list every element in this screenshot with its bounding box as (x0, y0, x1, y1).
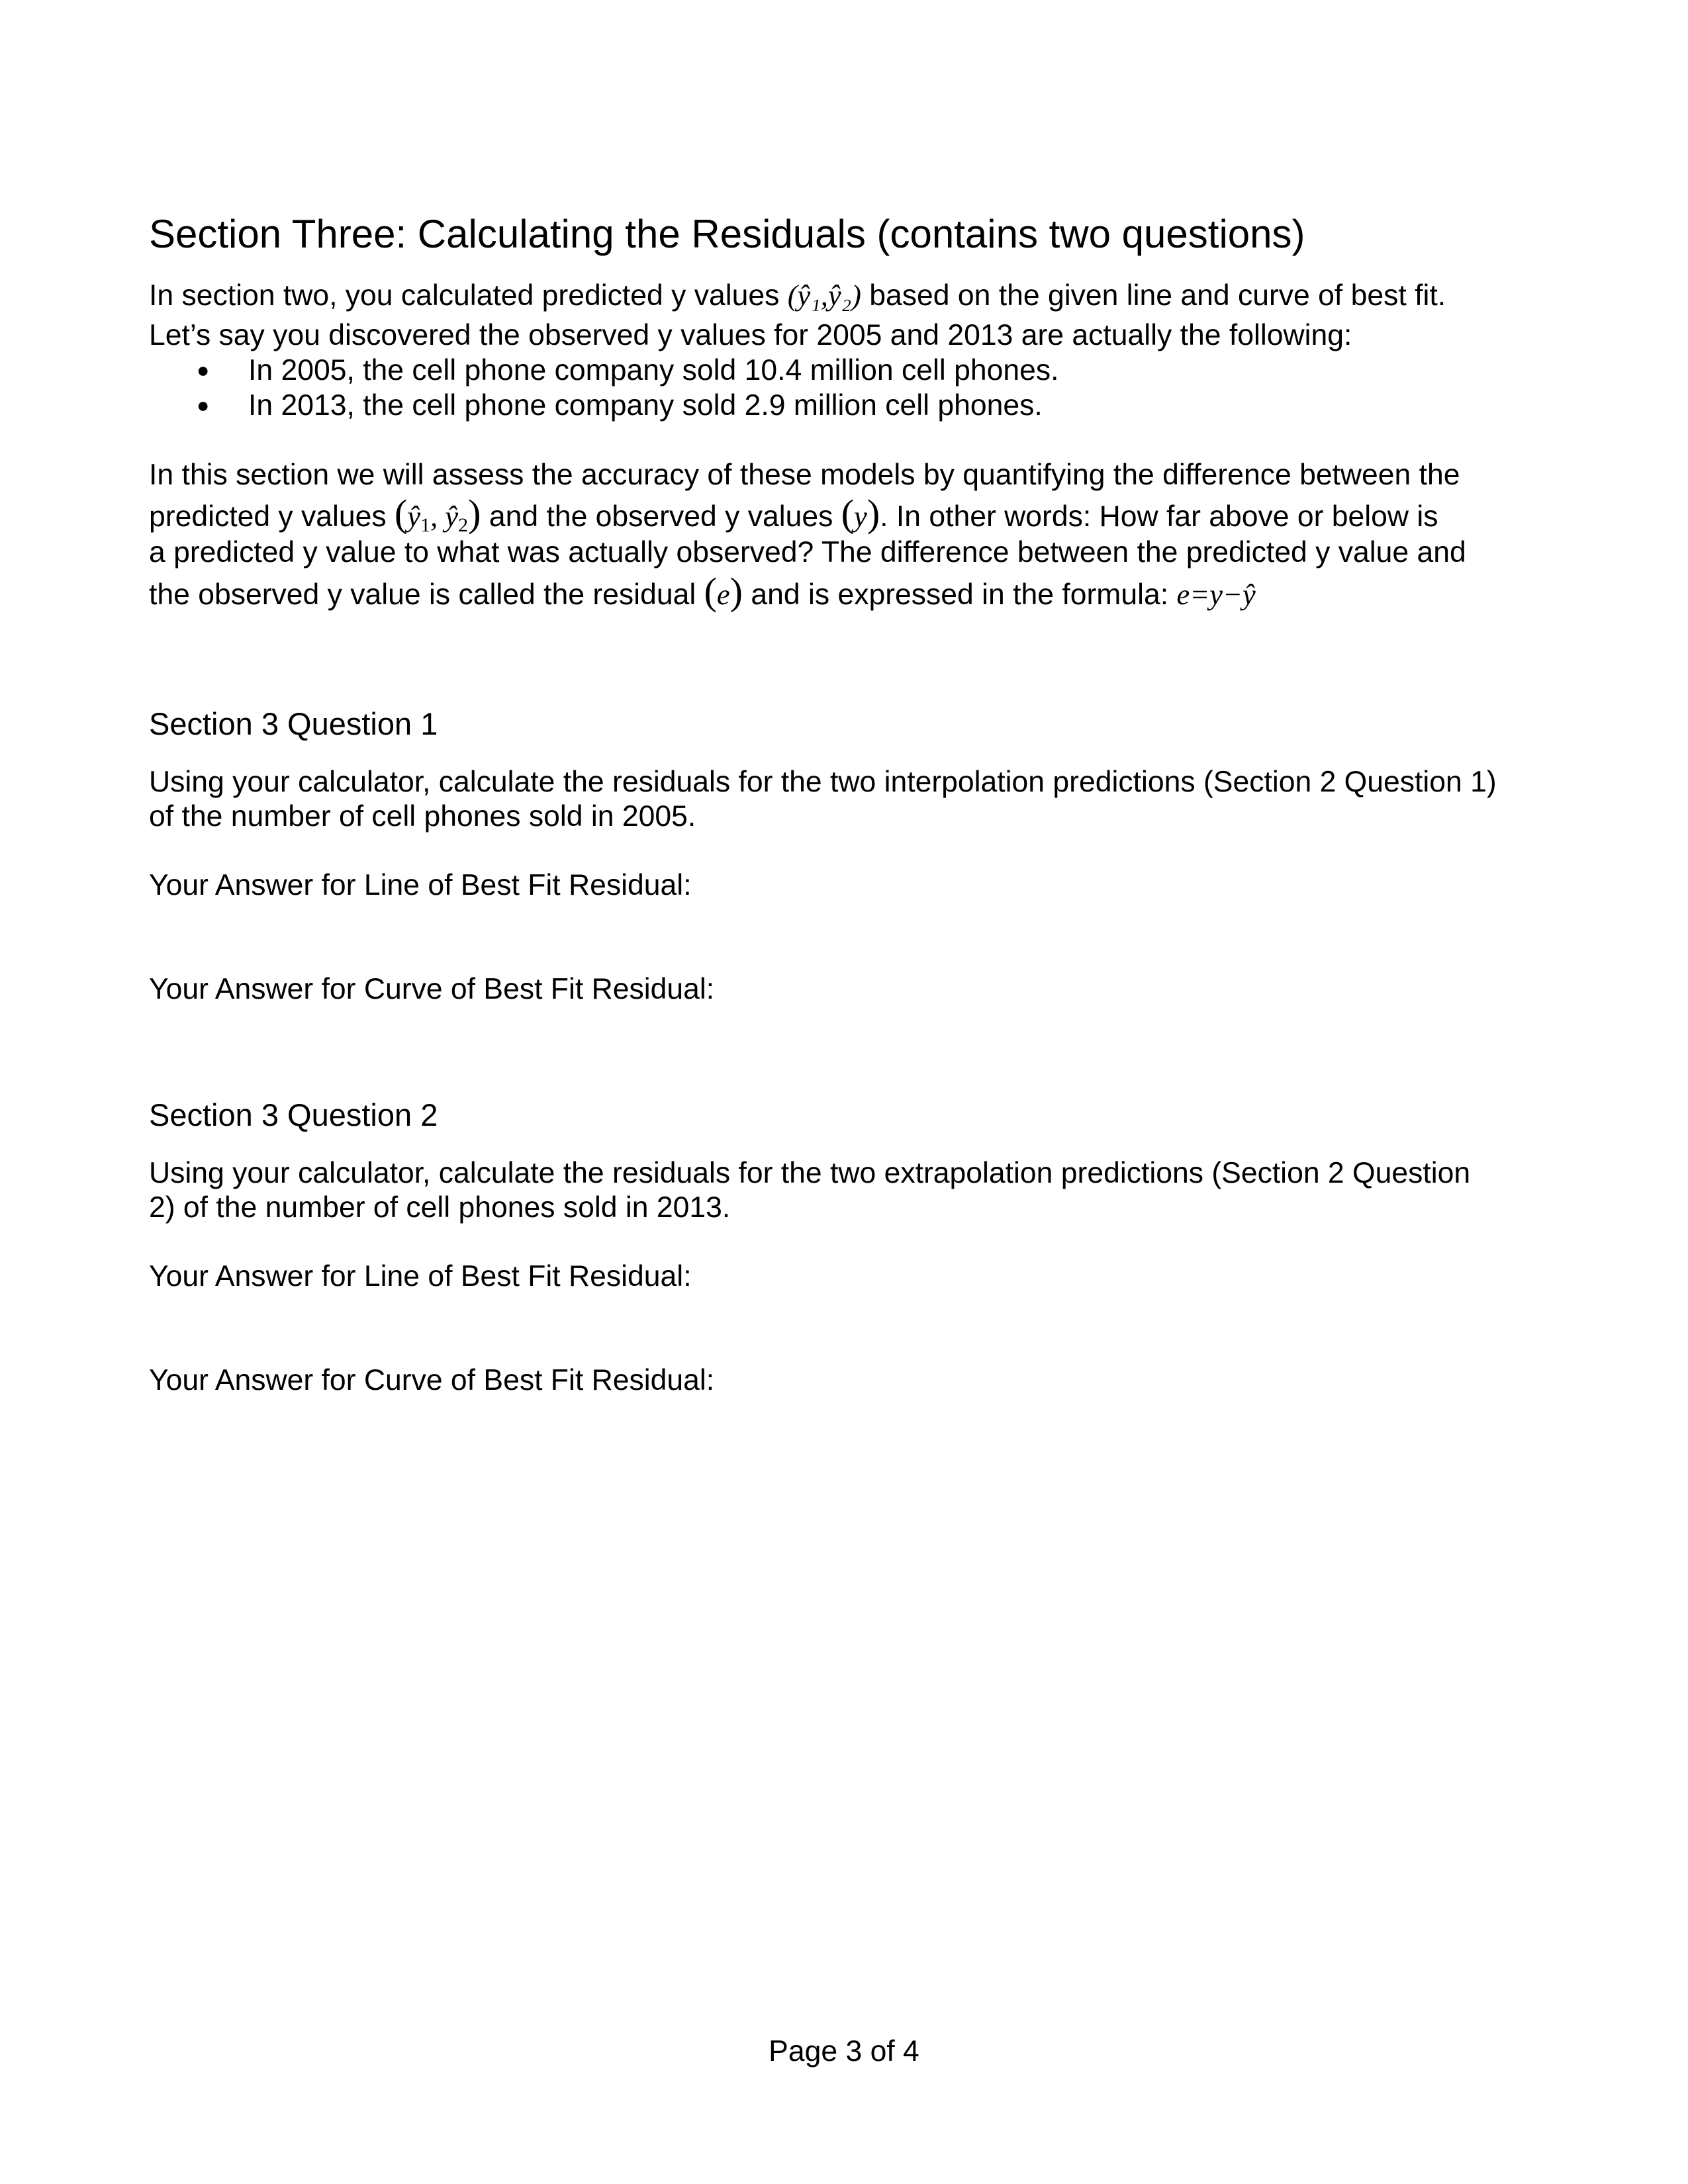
question-2-line-fit-answer-label: Your Answer for Line of Best Fit Residual: (149, 1260, 692, 1293)
section-title: Section Three: Calculating the Residuals (contains two questions) (149, 212, 1305, 256)
question-1-line-1: Using your calculator, calculate the residuals for the two interpolation predictions (Section 2 Question 1) (149, 766, 1497, 798)
question-2-line-2: 2) of the number of cell phones sold in 2013. (149, 1191, 731, 1224)
intro-line-1 (149, 278, 1546, 313)
explanation-line-4-text-b: and is expressed in the formula: (743, 578, 1177, 611)
question-1-curve-fit-answer-label: Your Answer for Curve of Best Fit Residual: (149, 973, 715, 1005)
intro-line-1-text-b: based on the given line and curve of best fit. (861, 279, 1446, 312)
intro-line-1-text-a: In section two, you calculated predicted y values (149, 279, 788, 312)
explanation-line-3: a predicted y value to what was actually observed? The difference between the predicted y value and (149, 536, 1466, 569)
question-2-line-1: Using your calculator, calculate the residuals for the two extrapolation predictions (Section 2 Question (149, 1157, 1471, 1189)
bullet-icon: ● (197, 393, 210, 417)
explanation-line-2-text-b: and the observed y values (481, 500, 841, 533)
explanation-line-1: In this section we will assess the accuracy of these models by quantifying the difference between the (149, 459, 1460, 491)
question-2-curve-fit-answer-label: Your Answer for Curve of Best Fit Residual: (149, 1364, 715, 1396)
explanation-line-4 (149, 570, 1546, 613)
bullet-icon: ● (197, 358, 210, 382)
predicted-values-formula: ($ŷ_1$, $ŷ_2$) (395, 492, 481, 536)
predicted-values-symbol: (ŷ₁,ŷ₂) (787, 279, 861, 312)
question-2-heading: Section 3 Question 2 (149, 1097, 438, 1132)
list-item-text: In 2005, the cell phone company sold 10.4 million cell phones. (248, 354, 1059, 387)
question-1-line-2: of the number of cell phones sold in 2005. (149, 800, 696, 833)
observed-values-list (149, 353, 1546, 426)
list-item-text: In 2013, the cell phone company sold 2.9 million cell phones. (248, 389, 1043, 422)
page-number: Page 3 of 4 (769, 2035, 919, 2068)
observed-value-formula: (y) (841, 492, 880, 535)
explanation-line-4-text-a: the observed y value is called the residual (149, 578, 704, 611)
residual-symbol: (e) (704, 570, 743, 613)
intro-line-2: Let’s say you discovered the observed y values for 2005 and 2013 are actually the following: (149, 319, 1352, 351)
question-1-line-fit-answer-label: Your Answer for Line of Best Fit Residual: (149, 869, 692, 901)
explanation-line-2-text-a: predicted y values (149, 500, 395, 533)
question-1-heading: Section 3 Question 1 (149, 706, 438, 741)
residual-formula: e=y−ŷ (1176, 578, 1256, 611)
explanation-line-2-text-c: . In other words: How far above or below is (880, 500, 1438, 533)
